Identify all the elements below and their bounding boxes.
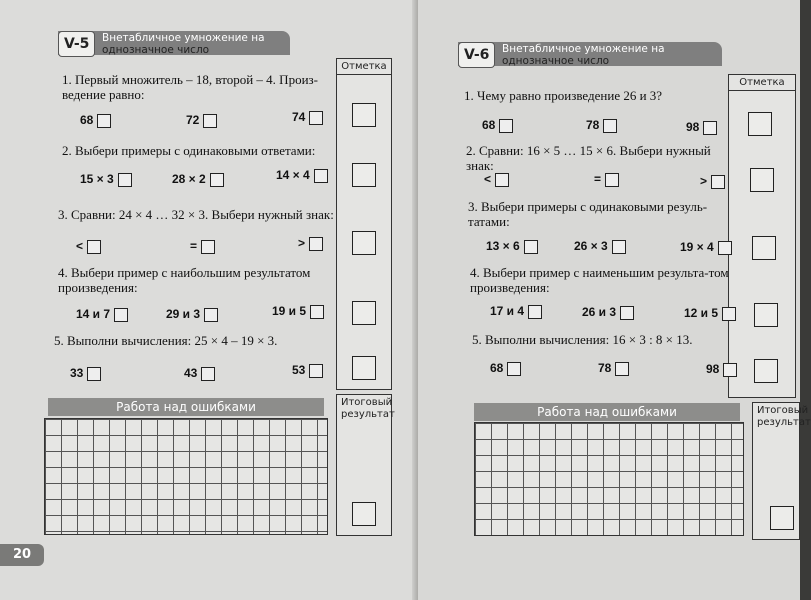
checkbox[interactable] — [703, 121, 717, 135]
option-label: 19 × 4 — [680, 240, 714, 254]
option-label: 29 и 3 — [166, 307, 201, 321]
option-label: < — [484, 172, 492, 186]
option-label: 12 и 5 — [684, 306, 719, 320]
option-label: = — [190, 239, 198, 253]
option-label: 26 × 3 — [574, 239, 608, 253]
option-label: 78 — [586, 118, 600, 132]
right-q4-option-b[interactable] — [582, 305, 634, 320]
left-errors-grid[interactable] — [44, 418, 328, 535]
right-score-box-3[interactable] — [752, 236, 776, 260]
left-title-line2: однозначное число — [102, 44, 210, 56]
right-q5-option-c[interactable] — [706, 362, 737, 377]
left-score-box-1[interactable] — [352, 103, 376, 127]
left-q2-option-c[interactable] — [276, 168, 328, 183]
right-q1-option-a[interactable] — [482, 118, 513, 133]
right-q2-option-b[interactable] — [594, 172, 619, 187]
option-label: 72 — [186, 113, 200, 127]
page-number: 20 — [0, 544, 44, 566]
left-q1-option-c[interactable] — [292, 110, 323, 125]
checkbox[interactable] — [524, 240, 538, 254]
checkbox[interactable] — [723, 363, 737, 377]
left-score-box-4[interactable] — [352, 301, 376, 325]
checkbox[interactable] — [722, 307, 736, 321]
option-label: 28 × 2 — [172, 172, 206, 186]
left-q5-option-c[interactable] — [292, 363, 323, 378]
right-q4-option-a[interactable] — [490, 304, 542, 319]
checkbox[interactable] — [309, 364, 323, 378]
checkbox[interactable] — [210, 173, 224, 187]
left-q3-option-c[interactable] — [298, 236, 323, 251]
right-score-box-1[interactable] — [748, 112, 772, 136]
left-score-label: Отметка — [337, 59, 391, 75]
right-question-3: 3. Выбери примеры с одинаковыми резуль-татами: — [468, 199, 708, 229]
right-q1-option-b[interactable] — [586, 118, 617, 133]
checkbox[interactable] — [204, 308, 218, 322]
right-q3-option-a[interactable] — [486, 239, 538, 254]
left-q4-option-c[interactable] — [272, 304, 324, 319]
right-variant-code: V-6 — [458, 42, 495, 68]
left-question-5: 5. Выполни вычисления: 25 × 4 – 19 × 3. — [54, 333, 278, 348]
left-q3-option-a[interactable] — [76, 239, 101, 254]
right-errors-grid[interactable] — [474, 422, 744, 536]
checkbox[interactable] — [615, 362, 629, 376]
right-question-2: 2. Сравни: 16 × 5 … 15 × 6. Выбери нужный знак: — [466, 143, 711, 173]
right-score-box-5[interactable] — [754, 359, 778, 383]
option-label: 78 — [598, 361, 612, 375]
left-result-box[interactable] — [352, 502, 376, 526]
checkbox[interactable] — [603, 119, 617, 133]
option-label: 74 — [292, 110, 306, 124]
right-score-box-4[interactable] — [754, 303, 778, 327]
right-q1-option-c[interactable] — [686, 120, 717, 135]
right-q5-option-b[interactable] — [598, 361, 629, 376]
right-question-5: 5. Выполни вычисления: 16 × 3 : 8 × 13. — [472, 332, 693, 347]
checkbox[interactable] — [87, 367, 101, 381]
option-label: 68 — [490, 361, 504, 375]
right-q3-option-b[interactable] — [574, 239, 626, 254]
option-label: 14 × 4 — [276, 168, 310, 182]
right-page — [418, 0, 811, 600]
checkbox[interactable] — [499, 119, 513, 133]
left-title-line1: Внетабличное умножение на — [102, 32, 265, 44]
checkbox[interactable] — [718, 241, 732, 255]
checkbox[interactable] — [201, 367, 215, 381]
left-result-label: Итоговый результат — [341, 397, 395, 420]
right-q2-option-a[interactable] — [484, 172, 509, 187]
left-question-4: 4. Выбери пример с наибольшим результатом произведения: — [58, 265, 311, 295]
checkbox[interactable] — [87, 240, 101, 254]
checkbox[interactable] — [605, 173, 619, 187]
right-q5-option-a[interactable] — [490, 361, 521, 376]
right-title-line1: Внетабличное умножение на — [502, 43, 665, 55]
option-label: > — [700, 174, 708, 188]
checkbox[interactable] — [118, 173, 132, 187]
checkbox[interactable] — [203, 114, 217, 128]
left-variant-code: V-5 — [58, 31, 95, 57]
checkbox[interactable] — [507, 362, 521, 376]
right-score-label: Отметка — [729, 75, 795, 91]
option-label: 43 — [184, 366, 198, 380]
right-question-1: 1. Чему равно произведение 26 и 3? — [464, 88, 663, 103]
checkbox[interactable] — [201, 240, 215, 254]
left-score-box-5[interactable] — [352, 356, 376, 380]
option-label: 68 — [80, 113, 94, 127]
left-q2-option-b[interactable] — [172, 172, 224, 187]
right-header-banner — [458, 42, 722, 66]
checkbox[interactable] — [309, 237, 323, 251]
option-label: 98 — [706, 362, 720, 376]
right-q3-option-c[interactable] — [680, 240, 732, 255]
checkbox[interactable] — [310, 305, 324, 319]
left-q3-option-b[interactable] — [190, 239, 215, 254]
left-question-2: 2. Выбери примеры с одинаковыми ответами: — [62, 143, 316, 158]
left-q5-option-b[interactable] — [184, 366, 215, 381]
right-question-4: 4. Выбери пример с наименьшим результа-том произведения: — [470, 265, 729, 295]
checkbox[interactable] — [612, 240, 626, 254]
left-question-1: 1. Первый множитель – 18, второй – 4. Произ-ведение равно: — [62, 72, 318, 102]
left-errors-heading: Работа над ошибками — [48, 398, 324, 416]
option-label: 26 и 3 — [582, 305, 617, 319]
checkbox[interactable] — [711, 175, 725, 189]
option-label: 68 — [482, 118, 496, 132]
option-label: 17 и 4 — [490, 304, 525, 318]
right-result-box[interactable] — [770, 506, 794, 530]
right-result-label: Итоговый результат — [757, 405, 811, 428]
left-q1-option-a[interactable] — [80, 113, 111, 128]
left-header-banner — [58, 31, 290, 55]
left-q5-option-a[interactable] — [70, 366, 101, 381]
option-label: 53 — [292, 363, 306, 377]
option-label: > — [298, 236, 306, 250]
left-score-box-3[interactable] — [352, 231, 376, 255]
left-score-box-2[interactable] — [352, 163, 376, 187]
left-q4-option-a[interactable] — [76, 307, 128, 322]
option-label: 98 — [686, 120, 700, 134]
right-q2-option-c[interactable] — [700, 174, 725, 189]
option-label: = — [594, 172, 602, 186]
checkbox[interactable] — [620, 306, 634, 320]
checkbox[interactable] — [309, 111, 323, 125]
checkbox[interactable] — [314, 169, 328, 183]
option-label: 13 × 6 — [486, 239, 520, 253]
checkbox[interactable] — [114, 308, 128, 322]
left-q1-option-b[interactable] — [186, 113, 217, 128]
option-label: 19 и 5 — [272, 304, 307, 318]
checkbox[interactable] — [528, 305, 542, 319]
checkbox[interactable] — [495, 173, 509, 187]
right-q4-option-c[interactable] — [684, 306, 736, 321]
left-question-3: 3. Сравни: 24 × 4 … 32 × 3. Выбери нужный знак: — [58, 207, 334, 222]
right-score-box-2[interactable] — [750, 168, 774, 192]
checkbox[interactable] — [97, 114, 111, 128]
option-label: 14 и 7 — [76, 307, 111, 321]
right-title-line2: однозначное число — [502, 55, 610, 67]
option-label: < — [76, 239, 84, 253]
option-label: 15 × 3 — [80, 172, 114, 186]
right-errors-heading: Работа над ошибками — [474, 403, 740, 421]
left-q2-option-a[interactable] — [80, 172, 132, 187]
option-label: 33 — [70, 366, 84, 380]
left-q4-option-b[interactable] — [166, 307, 218, 322]
